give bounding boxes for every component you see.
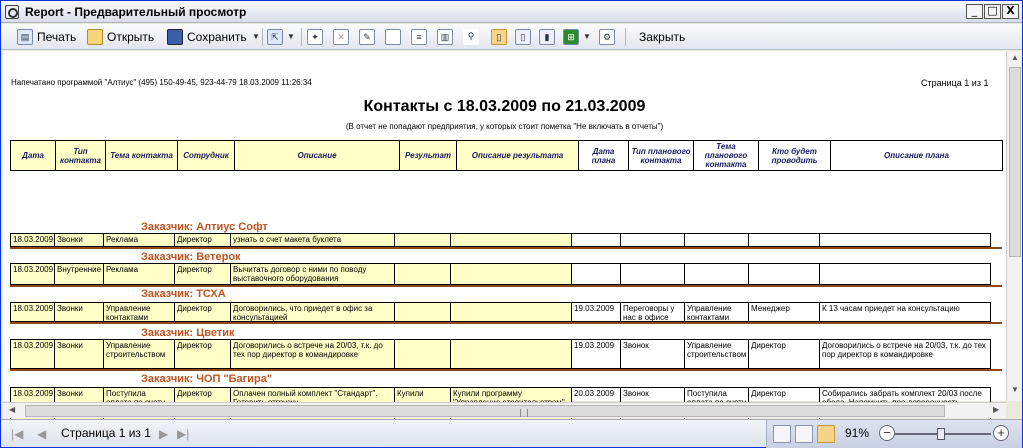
column-header: Описание [235,141,400,171]
delete-page-button[interactable] [333,27,349,47]
table-cell: узнать о счет макета буклета [230,233,395,247]
floppy-icon [167,29,183,45]
table-cell: Договорились, что приедет в офис за консультацией [230,302,395,322]
table-row[interactable] [10,233,991,247]
multi-page-view-button[interactable] [817,425,835,443]
single-page-view-button[interactable] [773,425,791,443]
table-cell [450,302,572,322]
close-window-button[interactable]: X [1002,4,1019,19]
table-cell: Собирались забрать комплект 20/03 после [819,387,991,431]
table-cell: К 13 часам приедет на консультацию [819,302,991,322]
settings-button[interactable] [599,27,615,47]
open-button[interactable] [87,27,154,47]
table-cell [394,339,451,369]
two-page-view-button[interactable] [795,425,813,443]
column-header: Дата плана [579,141,629,171]
toolbar [1,24,1022,50]
last-page-icon[interactable]: ▶| [177,427,190,441]
two-pages-icon: ▮ [539,29,555,45]
report-subtitle: (В отчет не попадают предприятия, у которых стоит пометка "Не включать в отчеты") [345,122,664,131]
horizontal-scrollbar[interactable] [3,402,1006,418]
multi-page-icon: ⊞ [563,29,579,45]
first-page-icon[interactable]: |◀ [11,427,24,441]
zoom-slider[interactable] [895,433,991,435]
table-cell [571,263,621,285]
find-button[interactable] [463,27,479,47]
page-number-text: Страница 1 из 1 [921,78,989,88]
table-cell: Реклама [103,233,175,247]
table-cell: Директор [174,233,231,247]
table-cell: Поступила [684,387,749,431]
new-page-button[interactable] [307,27,323,47]
close-button[interactable] [639,27,685,47]
table-cell [620,263,685,285]
table-cell: Договорились о встрече на 20/03, т.к. до тех пор директор в командировке [819,339,991,369]
table-cell: 18.03.2009 [10,263,55,285]
scroll-left-arrow[interactable]: ◀ [9,405,16,414]
open-label: Открыть [107,30,155,44]
group-divider [10,322,1002,324]
table-cell [394,263,451,285]
table-cell: Звонки [54,339,104,369]
table-cell: Управление контактами [684,302,749,322]
maximize-button[interactable]: □ [984,4,1001,19]
column-header: Результат [400,141,457,171]
scroll-down-arrow[interactable]: ▼ [1011,385,1019,394]
table-cell: Управление строительством [103,339,175,369]
margins-icon: ≡ [411,29,427,45]
table-cell: Директор [748,339,820,369]
group-divider [10,369,1002,371]
page-setup-button[interactable] [385,27,401,47]
table-cell [819,233,991,247]
table-cell [684,233,749,247]
window-title: Report - Предварительный просмотр [25,5,247,19]
export-button[interactable]: ⇱ ▼ [267,27,295,47]
edit-icon: ✎ [359,29,375,45]
table-cell: Поступила [103,387,175,431]
save-dropdown-arrow[interactable]: ▼ [252,32,260,41]
horizontal-scroll-thumb[interactable] [25,405,945,417]
print-label: Печать [37,30,77,44]
table-cell: 19.03.2009 [571,302,621,322]
table-cell: Директор [174,263,231,285]
customer-group-label: Заказчик: ЧОП "Багира" [141,373,273,385]
table-row[interactable] [10,263,991,285]
prev-page-icon[interactable]: ◀ [37,427,47,441]
group-divider [10,285,1002,287]
table-cell: Звонок [620,387,685,431]
title-bar[interactable] [1,1,1022,23]
minimize-button[interactable]: _ [966,4,983,19]
page-width-icon: ▯ [515,29,531,45]
table-cell [450,263,572,285]
column-header: Сотрудник [178,141,235,171]
report-page [3,51,1006,401]
table-cell: Договорились о встрече на 20/03, т.к. до тех пор директор в командировке [230,339,395,369]
table-cell [684,263,749,285]
table-cell: Директор [748,387,820,431]
view-mode-3-button[interactable] [539,27,555,47]
table-cell [620,233,685,247]
table-cell: Звонки [54,302,104,322]
table-cell: 18.03.2009 [10,387,55,431]
customer-group-label: Заказчик: Алтиус Софт [141,221,268,233]
layout-icon: ▥ [437,29,453,45]
table-cell: Реклама [103,263,175,285]
table-cell [748,233,820,247]
table-row[interactable] [10,302,991,322]
new-page-icon: ✦ [307,29,323,45]
binoculars-icon: ⚲ [463,29,479,45]
app-icon [5,5,19,19]
group-divider [10,247,1002,249]
scroll-up-arrow[interactable]: ▲ [1011,53,1019,62]
table-row[interactable] [10,339,991,369]
next-page-icon[interactable]: ▶ [159,427,169,441]
table-cell [571,233,621,247]
table-cell: Директор [174,302,231,322]
table-cell: Звонки [54,387,104,431]
table-cell: Управление контактами [103,302,175,322]
settings-icon: ⚙ [599,29,615,45]
customer-group-label: Заказчик: Ветерок [141,251,241,263]
report-viewer[interactable] [3,51,1006,401]
page-indicator: Страница 1 из 1 [61,426,151,440]
column-header: Тема контакта [106,141,178,171]
save-button[interactable] [167,27,247,47]
column-header: Описание результата [457,141,579,171]
table-cell: Переговоры у нас в офисе [620,302,685,322]
page-layout-button[interactable] [437,27,453,47]
table-cell: Менеджер [748,302,820,322]
single-page-icon: ▯ [491,29,507,45]
table-cell [394,233,451,247]
table-cell: Директор [174,339,231,369]
status-bar [1,419,1022,447]
table-cell: Управление строительством [684,339,749,369]
zoom-slider-knob[interactable] [937,428,945,440]
customer-group-label: Заказчик: ТСХА [141,288,226,300]
customer-group-label: Заказчик: Цветик [141,327,235,339]
folder-icon [87,29,103,45]
view-mode-1-button[interactable] [491,27,507,47]
table-cell: Внутренние [54,263,104,285]
table-cell: 20.03.2009 [571,387,621,431]
column-header: Дата [11,141,56,171]
zoom-in-icon[interactable]: + [993,425,1009,441]
save-label: Сохранить [187,30,247,44]
print-button[interactable] [17,27,76,47]
column-header: Тип контакта [56,141,106,171]
view-mode-2-button[interactable] [515,27,531,47]
edit-button[interactable] [359,27,375,47]
printed-by-text: Напечатано программой "Алтиус" (495) 150-49-45, 923-44-79 18.03.2009 11:26:34 [11,78,312,87]
zoom-level: 91% [845,426,870,440]
column-header: Тип планового контакта [629,141,694,171]
close-label: Закрыть [639,30,686,44]
table-cell: Купили программу [450,387,572,431]
vertical-scrollbar[interactable] [1006,51,1022,401]
table-cell: 18.03.2009 [10,302,55,322]
export-icon: ⇱ [267,29,283,45]
table-cell [450,339,572,369]
page-icon [385,29,401,45]
zoom-out-icon[interactable]: − [879,425,895,441]
table-cell [450,233,572,247]
table-cell: Звонки [54,233,104,247]
table-cell: Звонок [620,339,685,369]
table-cell [394,302,451,322]
report-title: Контакты с 18.03.2009 по 21.03.2009 [363,98,646,115]
table-cell: Вычитать договор с ними по поводу выставочного оборудования [230,263,395,285]
table-cell: 18.03.2009 [10,233,55,247]
vertical-scroll-thumb[interactable] [1009,67,1021,257]
column-header: Кто будет проводить [759,141,831,171]
table-cell [819,263,991,285]
column-header: Тема планового контакта [694,141,759,171]
scroll-right-arrow[interactable]: ▶ [993,405,1000,414]
report-header-row [10,140,1003,171]
table-cell: 19.03.2009 [571,339,621,369]
table-cell: Купили [394,387,451,431]
table-cell [748,263,820,285]
table-cell: Оплачен полный комплект "Стандарт". [230,387,395,431]
delete-page-icon: ✕ [333,29,349,45]
page-margins-button[interactable] [411,27,427,47]
multi-page-button[interactable]: ⊞ ▼ [563,27,591,47]
table-cell: 18.03.2009 [10,339,55,369]
zoom-panel [766,420,1022,448]
table-cell: Директор [174,387,231,431]
printer-icon: ▤ [17,29,33,45]
column-header: Описание плана [831,141,1003,171]
